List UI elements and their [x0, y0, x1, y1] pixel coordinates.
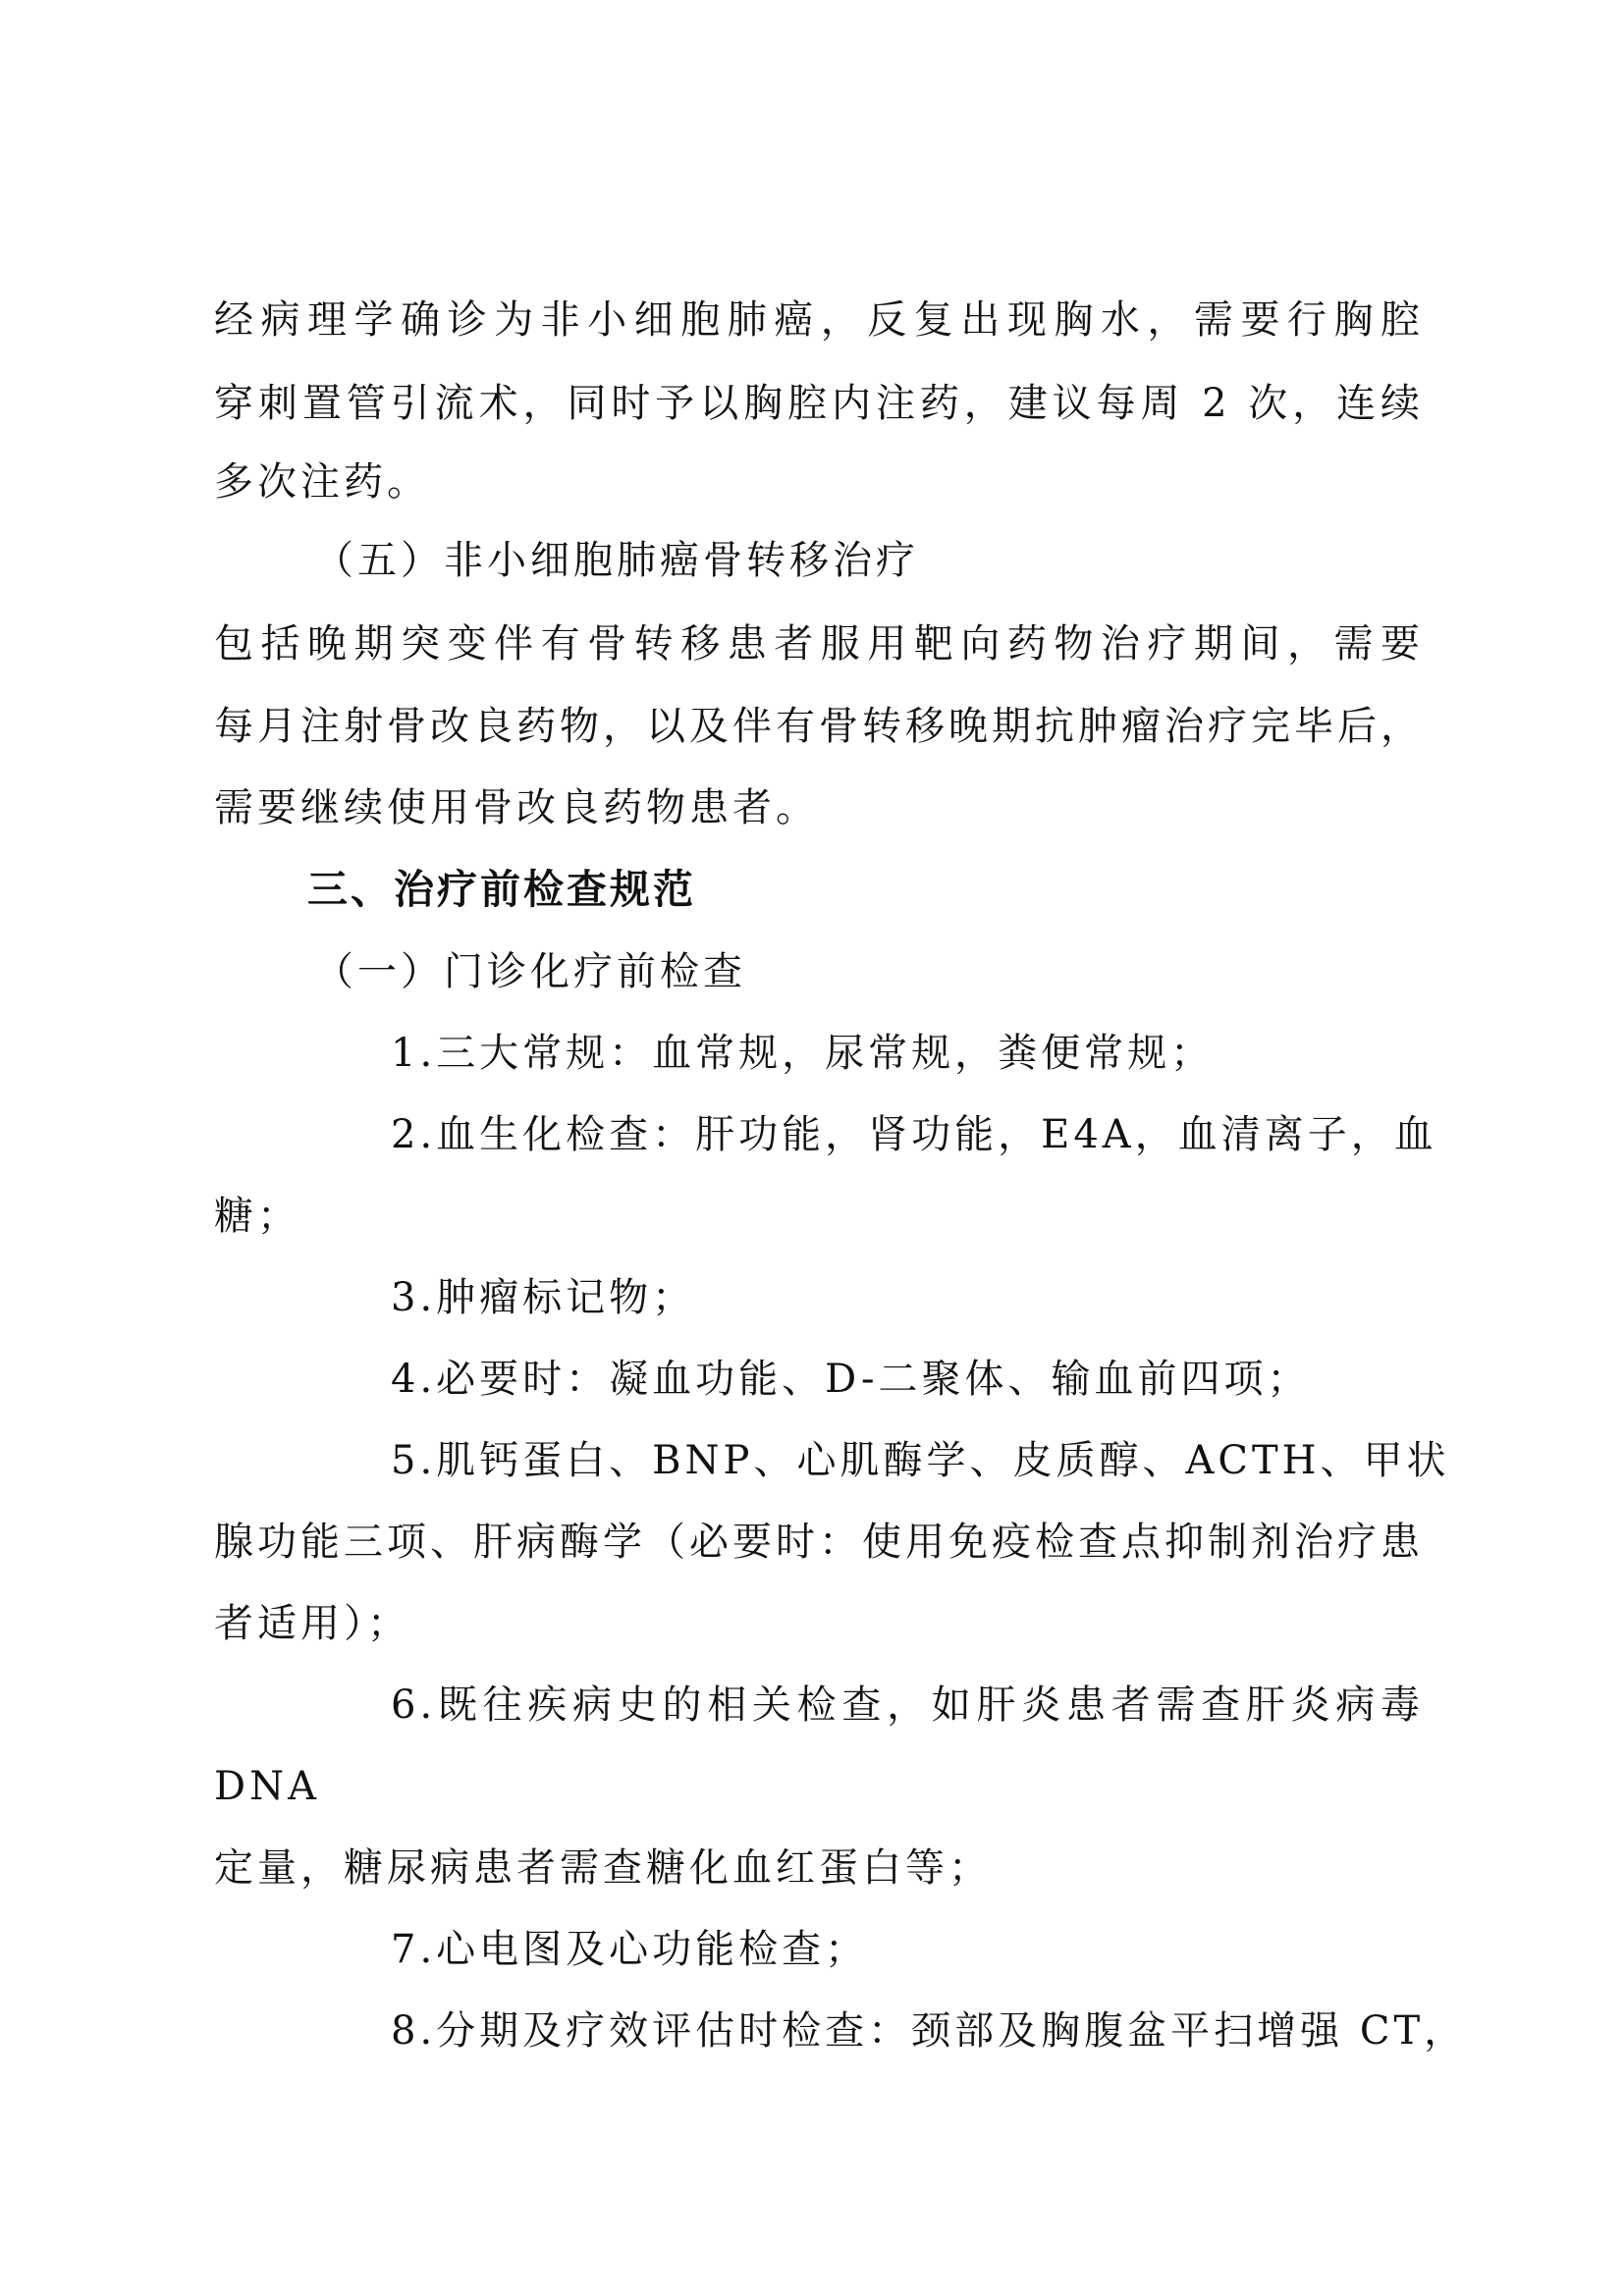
list-item-continuation: 腺功能三项、肝病酶学（必要时：使用免疫检查点抑制剂治疗患: [214, 1520, 1424, 1565]
list-item: 6.既往疾病史的相关检查，如肝炎患者需查肝炎病毒: [391, 1682, 1424, 1728]
list-item-continuation: 者适用）；: [214, 1601, 410, 1646]
paragraph-line: 穿刺置管引流术，同时予以胸腔内注药，建议每周 2 次，连续: [214, 381, 1424, 426]
chapter-heading-three: 三、治疗前检查规范: [307, 866, 696, 913]
list-item: 7.心电图及心功能检查；: [391, 1927, 869, 1972]
list-item-continuation: 定量，糖尿病患者需查糖化血红蛋白等；: [214, 1845, 992, 1891]
list-item: 3.肿瘤标记物；: [391, 1275, 696, 1320]
list-item-continuation: 糖；: [214, 1194, 300, 1239]
paragraph-line: 每月注射骨改良药物，以及伴有骨转移晚期抗肿瘤治疗完毕后，: [214, 704, 1424, 749]
section-heading-one: （一）门诊化疗前检查: [314, 949, 746, 994]
paragraph-line: 经病理学确诊为非小细胞肺癌，反复出现胸水，需要行胸腔: [214, 297, 1424, 343]
list-item: 1.三大常规：血常规，尿常规，粪便常规；: [391, 1031, 1215, 1076]
paragraph-line: 需要继续使用骨改良药物患者。: [214, 785, 819, 830]
list-item: 8.分期及疗效评估时检查：颈部及胸腹盆平扫增强 CT，: [391, 2008, 1468, 2054]
paragraph-line: 多次注药。: [214, 459, 430, 505]
list-item: 2.血生化检查：肝功能，肾功能，E4A，血清离子，血: [391, 1112, 1437, 1157]
list-item: 4.必要时：凝血功能、D-二聚体、输血前四项；: [391, 1357, 1311, 1402]
list-item-continuation: DNA: [214, 1764, 320, 1809]
paragraph-line: 包括晚期突变伴有骨转移患者服用靶向药物治疗期间，需要: [214, 621, 1424, 667]
list-item: 5.肌钙蛋白、BNP、心肌酶学、皮质醇、ACTH、甲状: [391, 1438, 1450, 1483]
section-heading-five: （五）非小细胞肺癌骨转移治疗: [314, 538, 919, 583]
